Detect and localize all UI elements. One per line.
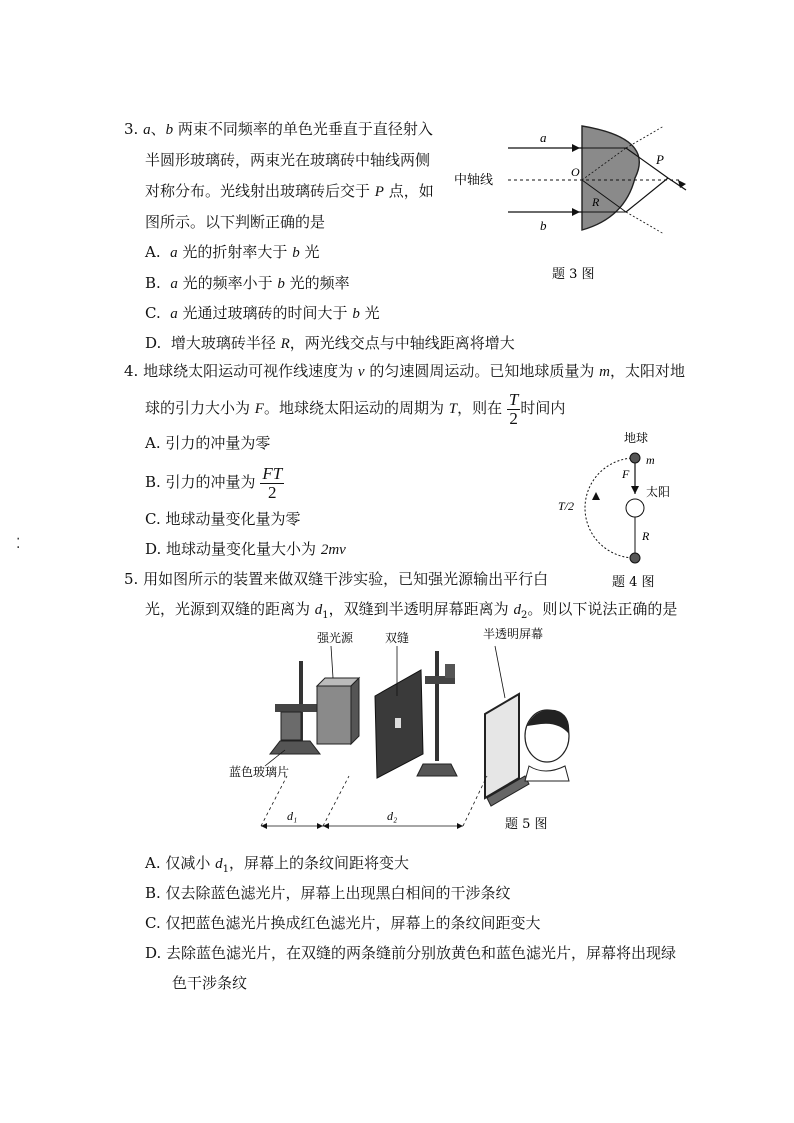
label-d1: d₁ (287, 809, 298, 823)
force-arrow (631, 486, 639, 494)
q3-line-2: 半圆形玻璃砖，两束光在玻璃砖中轴线两侧 (145, 151, 431, 169)
q4-option-d: D. 地球动量变化量大小为 2mv (145, 540, 346, 558)
label-b: b (540, 218, 547, 233)
label-r: R (592, 195, 600, 209)
figure-3-caption: 题 3 图 (552, 267, 595, 282)
q4-option-a: A. 引力的冲量为零 (145, 434, 271, 452)
slit-window (395, 718, 401, 728)
q3-line-4: 图所示。以下判断正确的是 (145, 213, 326, 231)
q5-option-c: C. 仅把蓝色滤光片换成红色滤光片，屏幕上的条纹间距变大 (145, 914, 541, 932)
label-f: F (622, 467, 630, 481)
label-sun: 太阳 (646, 485, 671, 499)
q4-option-b: B. 引力的冲量为 $\frac{FT}{2}$ (145, 463, 283, 502)
q5-option-d-line-1: D. 去除蓝色滤光片，在双缝的两条缝前分别放黄色和蓝色滤光片，屏幕将出现绿 (145, 944, 677, 962)
q3-line-1: 3. a、b 两束不同频率的单色光垂直于直径射入 (124, 120, 433, 138)
label-earth: 地球 (624, 431, 649, 445)
blue-filter (281, 712, 301, 740)
q4-line-1: 4. 地球绕太阳运动可视作线速度为 v 的匀速圆周运动。已知地球质量为 m，太阳对地 (124, 362, 685, 380)
label-a: a (540, 130, 547, 145)
margin-mark: ⁚ (16, 536, 21, 552)
q3-line-3: 对称分布。光线射出玻璃砖后交于 P 点，如 (145, 182, 434, 200)
q4-fraction-ft-over-2: $\frac{FT}{2}$ (262, 463, 283, 502)
q5-option-a: A. 仅减小 $d_1$，屏幕上的条纹间距将变大 (145, 854, 410, 875)
q4-option-c: C. 地球动量变化量为零 (145, 510, 301, 528)
figure-4-caption: 题 4 图 (612, 575, 655, 590)
q4-line-2: 球的引力大小为 F。地球绕太阳运动的周期为 T，则在 $\frac{T}{2}$ 时间内 (145, 389, 566, 428)
label-screen: 半透明屏幕 (483, 627, 544, 641)
q3-option-b: B. a 光的频率小于 b 光的频率 (145, 274, 350, 292)
label-p: P (656, 152, 664, 167)
label-axis: 中轴线 (454, 173, 494, 188)
q3-option-a: A. a 光的折射率大于 b 光 (145, 243, 320, 261)
blue-filter-clamp (275, 704, 317, 712)
q5-option-b: B. 仅去除蓝色滤光片，屏幕上出现黑白相间的干涉条纹 (145, 884, 511, 902)
slit-stand-base (417, 764, 457, 776)
label-d2: d₂ (387, 809, 398, 823)
figure-4-orbit (548, 428, 688, 593)
ray-a-arrow (572, 144, 580, 152)
ray-b-arrow (572, 208, 580, 216)
q4-fraction-t-over-2: $\frac{T}{2}$ (508, 389, 519, 428)
label-m: m (646, 453, 655, 467)
q5-line-2: 光，光源到双缝的距离为 $d_1$，双缝到半透明屏幕距离为 $d_2$。则以下说法正确的是 (145, 600, 678, 621)
label-blue-filter: 蓝色玻璃片 (229, 765, 290, 779)
label-double-slit: 双缝 (385, 631, 410, 645)
q3-option-c: C. a 光通过玻璃砖的时间大于 b 光 (145, 304, 380, 322)
q5-line-1: 5. 用如图所示的装置来做双缝干涉实验，已知强光源输出平行白 (124, 570, 549, 588)
q3-option-d: D. 增大玻璃砖半径 R，两光线交点与中轴线距离将增大 (145, 334, 515, 352)
earth-top (630, 453, 640, 463)
earth-bottom (630, 553, 640, 563)
label-light-source: 强光源 (317, 631, 354, 645)
label-r: R (642, 529, 650, 543)
light-source-box (317, 686, 351, 744)
figure-5-caption: 题 5 图 (505, 817, 548, 832)
q5-option-d-line-2: 色干涉条纹 (172, 974, 248, 992)
label-o: O (571, 165, 580, 179)
orbit-arrow (592, 492, 600, 500)
slit-stand-pole (435, 651, 439, 761)
figure-3-glass-brick (450, 118, 700, 288)
sun (626, 499, 644, 517)
figure-5-apparatus (225, 626, 585, 841)
label-half-period: T/2 (558, 499, 575, 513)
left-stand-base (270, 741, 320, 754)
